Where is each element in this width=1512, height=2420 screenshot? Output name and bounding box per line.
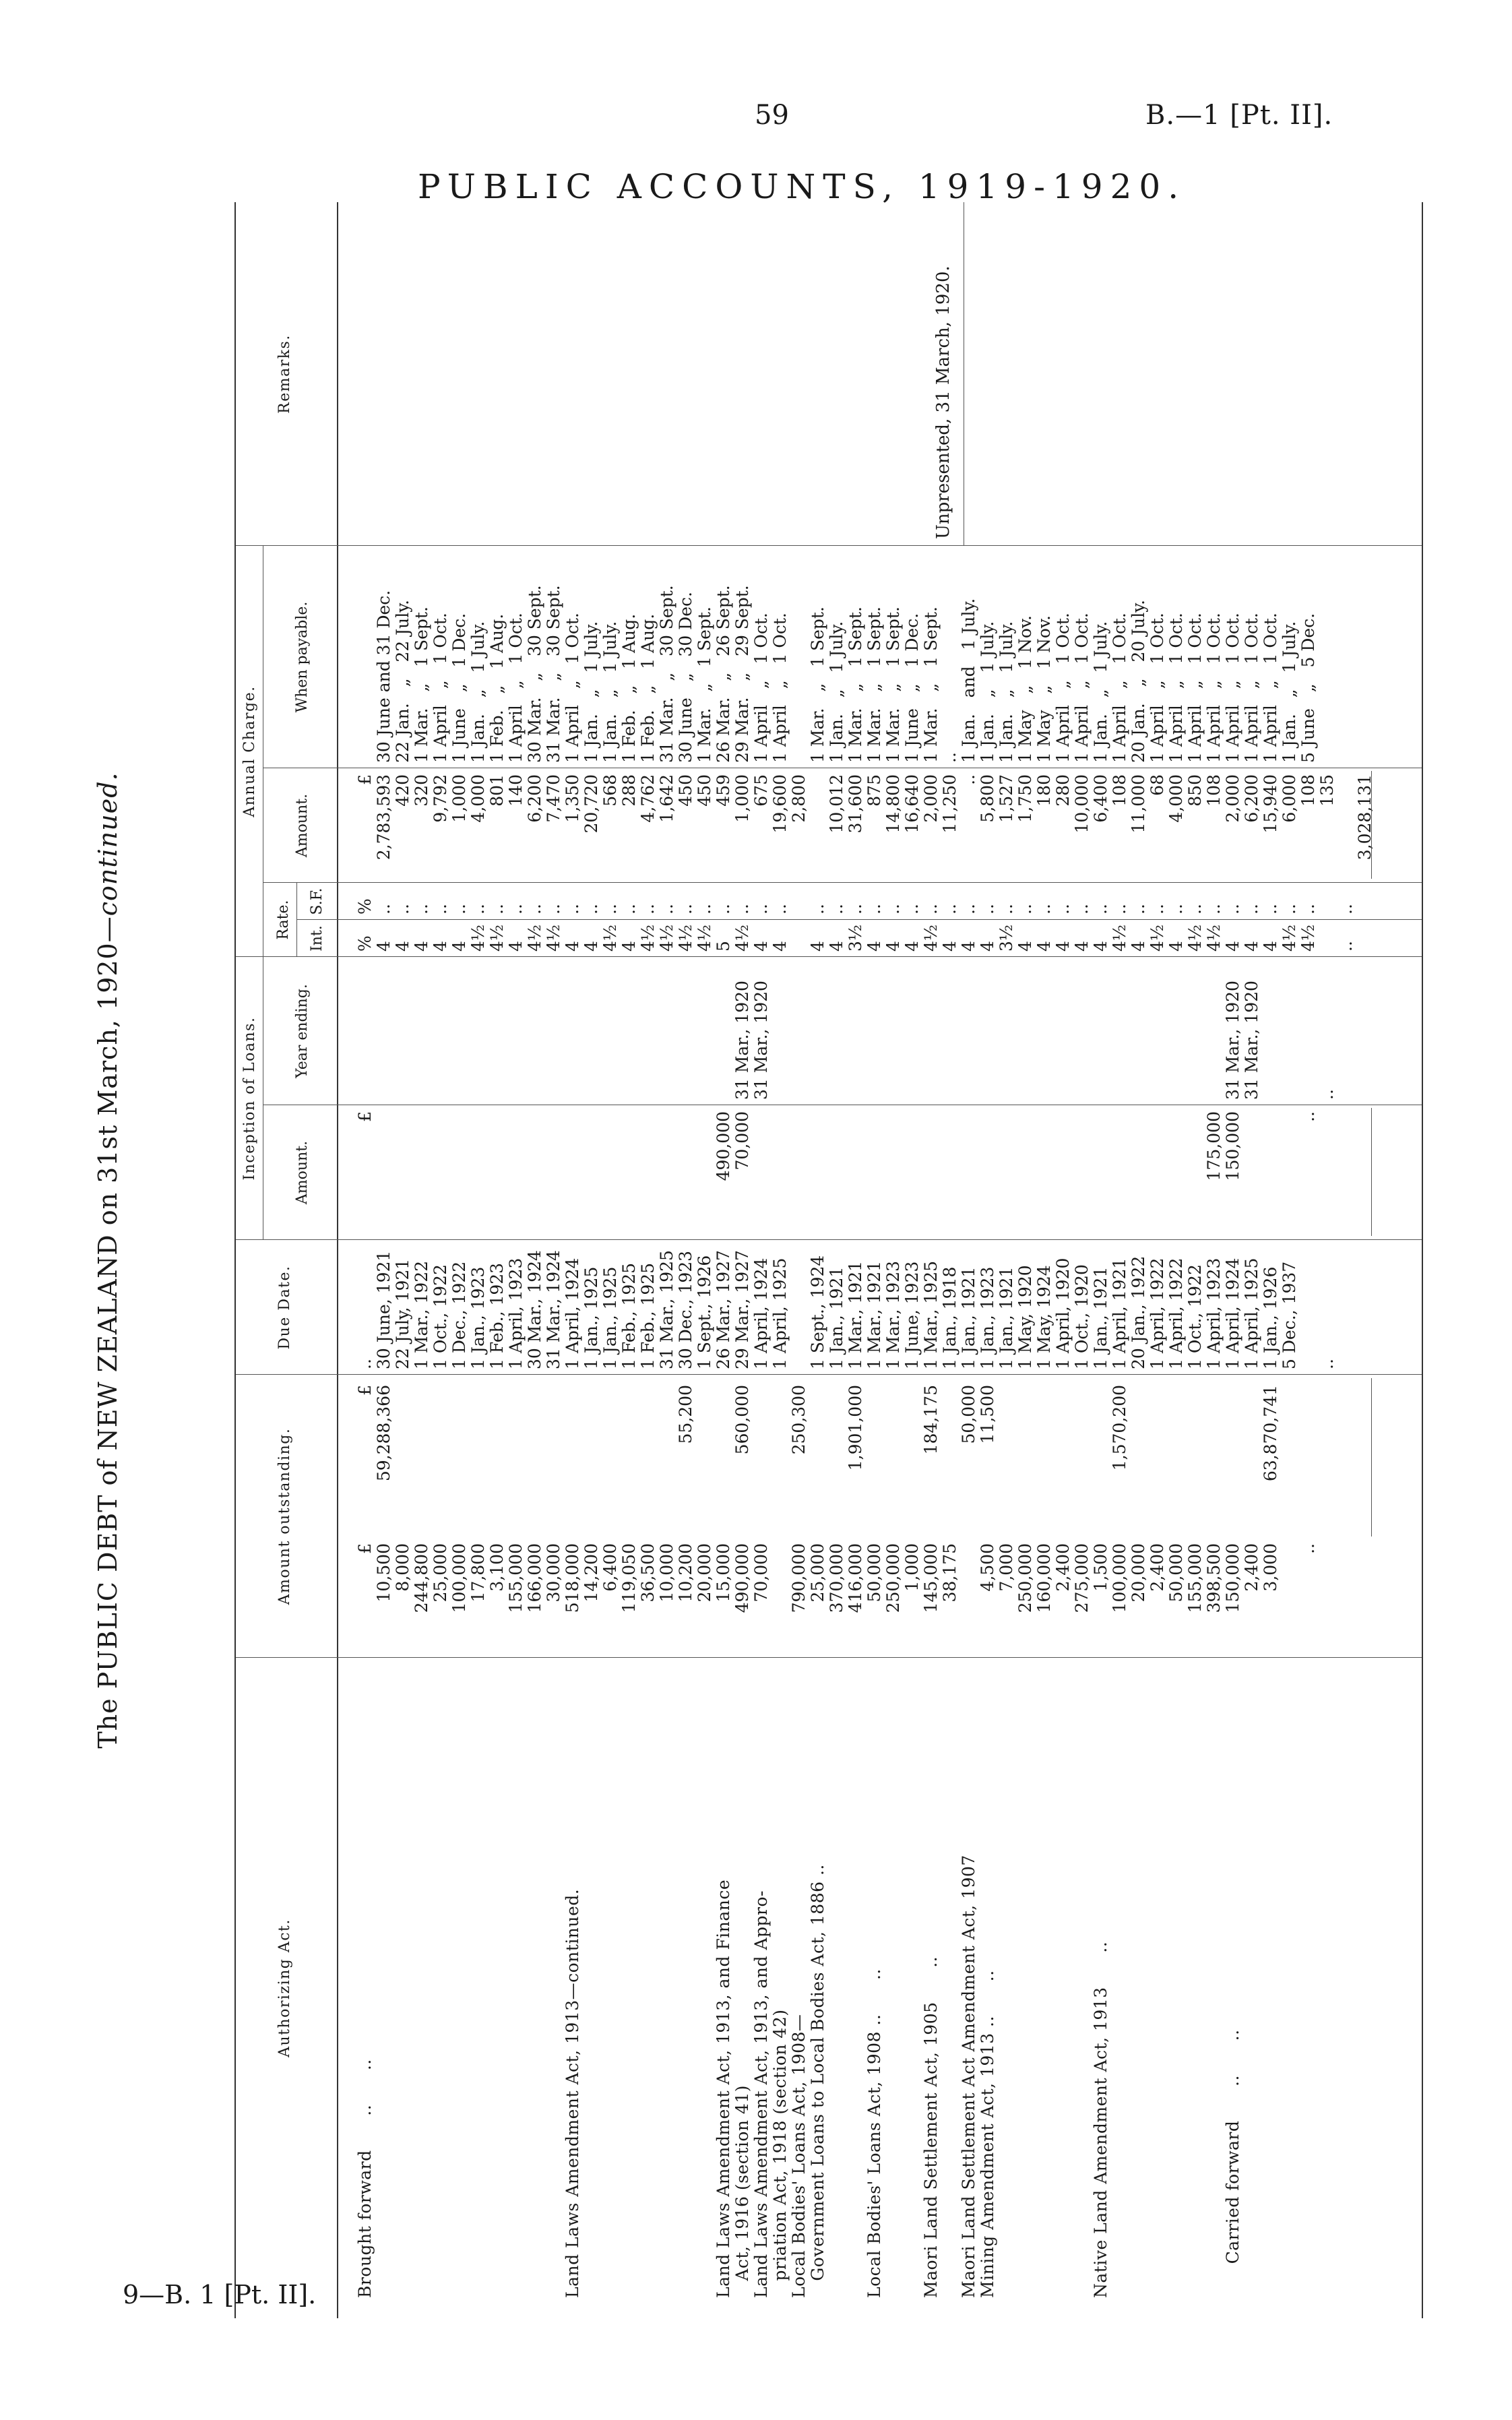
col-amount-outstanding: Amount outstanding. bbox=[276, 1427, 293, 1605]
rate-sf-column: % .. .. .. .. .. .. .. .. .. .. .. .. .. .. .. .. .. .. .. .. .. .. .. .. .. .. .. .. .. .. .. .. .. .. .. .. .. .. .. .. .. .. .. .. .. .. .. .. .. .. bbox=[355, 898, 1356, 914]
page-number: 59 bbox=[755, 100, 789, 131]
when-payable-column: 30 June and 31 Dec. 22 Jan. „ 22 July. 1 Mar. „ 1 Sept. 1 April „ 1 Oct. 1 June „ 1 Dec. 1 Jan. „ 1 July. 1 Feb. „ 1 Aug. 1 April „ 1 Oct. 30 Mar. „ 30 Sept. 31 Mar. „ 30 Sept. 1 April „ 1 Oct. 1 Jan. „ 1 July. 1 Jan. „ 1 July. 1 Feb. „ 1 Aug. 1 Feb. „ 1 Aug. 31 Mar. „ 30 Sept. 30 June „ 30 Dec. 1 Mar. „ 1 Sept. 26 Mar. „ 26 Sept. 29 Mar. „ 29 Sept. 1 April „ 1 Oct. 1 April „ 1 Oct. 1 Mar. „ 1 Sept. 1 Jan. „ 1 July. 1 Mar. „ 1 Sept. 1 Mar. „ 1 Sept. 1 Mar. „ 1 Sept. 1 June „ 1 Dec. 1 Mar. „ 1 Sept. .. 1 Jan. and 1 July. 1 Jan. „ 1 July. 1 Jan. „ 1 July. 1 May „ 1 Nov. 1 May „ 1 Nov. 1 April „ 1 Oct. 1 April „ 1 Oct. 1 Jan. „ 1 July. 1 April „ 1 Oct. 20 Jan. „ 20 July. 1 April „ 1 Oct. 1 April „ 1 Oct. 1 April „ 1 Oct. 1 April „ 1 Oct. 1 April „ 1 Oct. 1 April „ 1 Oct. 1 April „ 1 Oct. 1 Jan. „ 1 July. 5 June „ 5 Dec. bbox=[374, 585, 1318, 763]
charge-amount-column: £ 2,783,593 420 320 9,792 1,000 4,000 801 140 6,200 7,470 1,350 20,720 568 288 4,762 1,642 450 450 459 1,000 675 19,600 2,800 10,012 31,600 875 14,800 16,640 2,000 11,250 .. 5,800 1,527 1,750 180 280 10,000 6,400 108 11,000 68 4,000 850 108 2,000 6,200 15,940 6,000 108 135 3,028,131 bbox=[355, 774, 1375, 861]
col-when-payable: When payable. bbox=[294, 601, 311, 713]
authorizing-act-column: Brought forward .. .. Land Laws Amendment Act, 1913—continued. Land Laws Amendment Act, 1913, and Finance Act, 1916 (section 41) Land Laws Amendment Act, 1913, and Appro- priation Act, 1918 (section 42) Local Bodies' Loans Act, 1908— Government Loans to Local Bodies Act, 1886 .. Local Bodies' Loans Act, 1908 .. .. Maori Land Settlement Act, 1905 .. Maori Land Settlement Act Amendment Act, 1907 Mining Amendment Act, 1913 .. .. Native Land Amendment Act, 1913 .. Carried forward .. .. bbox=[355, 1855, 1242, 2298]
total-rule bbox=[1371, 771, 1372, 879]
col-inception-of-loans: Inception of Loans. bbox=[241, 1016, 258, 1181]
table-title bbox=[93, 202, 123, 2318]
col-authorizing-act: Authorizing Act. bbox=[276, 1919, 293, 2057]
due-date-column: .. 30 June, 1921 22 July, 1921 1 Mar., 1922 1 Oct., 1922 1 Dec., 1922 1 Jan., 1923 1 Feb., 1923 1 April, 1923 30 Mar., 1924 31 Mar., 1924 1 April, 1924 1 Jan., 1925 1 Jan., 1925 1 Feb., 1925 1 Feb., 1925 31 Mar., 1925 30 Dec., 1923 1 Sept., 1926 26 Mar., 1927 29 Mar., 1927 1 April, 1924 1 April, 1925 1 Sept., 1924 1 Jan., 1921 1 Mar., 1921 1 Mar., 1921 1 Mar., 1923 1 June, 1923 1 Mar., 1925 1 Jan., 1918 1 Jan., 1921 1 Jan., 1923 1 Jan., 1921 1 May, 1920 1 May, 1924 1 April, 1920 1 Oct., 1920 1 Jan., 1921 1 April, 1921 20 Jan., 1922 1 April, 1922 1 April, 1922 1 Oct., 1922 1 April, 1923 1 April, 1924 1 April, 1925 1 Jan., 1926 5 Dec., 1937 .. bbox=[355, 1250, 1337, 1369]
remarks-note: Unpresented, 31 March, 1920. bbox=[933, 266, 953, 539]
col-rate-int: Int. bbox=[309, 925, 325, 952]
rate-int-column: % 4 4 4 4 4 4½ 4½ 4 4½ 4½ 4 4 4½ 4 4½ 4½ 4½ 4½ 5 4½ 4 4 4 4 3½ 4 4 4 4½ 4 4 4 3½ 4 4 4 4 4 4½ 4 4½ 4 4½ 4½ 4 4 4 4½ 4½ .. bbox=[355, 924, 1356, 952]
header-rule bbox=[296, 883, 297, 957]
total-rule bbox=[1371, 1108, 1372, 1236]
rotated-table-block bbox=[86, 202, 1434, 2318]
col-remarks: Remarks. bbox=[276, 334, 293, 414]
col-charge-amount: Amount. bbox=[294, 793, 311, 858]
table-title-suffix: continued. bbox=[93, 772, 123, 917]
table-title-main: The PUBLIC DEBT of NEW ZEALAND on 31st March, 1920— bbox=[93, 916, 123, 1749]
col-rate: Rate. bbox=[275, 900, 292, 940]
col-rate-sf: S.F. bbox=[309, 888, 325, 915]
inception-amount-column: £ 490,000 70,000 175,000 150,000 .. bbox=[355, 1111, 1318, 1181]
amount-outstanding-column: £ 10,500 8,000 244,800 25,000 100,000 17,800 3,100 155,000 166,000 30,000 518,000 14,200 6,400 119,050 36,500 10,000 10,200 20,000 15,000 490,000 70,000 790,000 25,000 370,000 416,000 50,000 250,000 1,000 145,000 38,175 4,500 7,000 250,000 160,000 2,400 275,000 1,500 100,000 20,000 2,400 50,000 155,000 398,500 150,000 2,400 3,000 .. bbox=[355, 1543, 1318, 1613]
table-header bbox=[236, 202, 338, 2318]
table-body bbox=[337, 202, 1422, 2318]
col-inception-year: Year ending. bbox=[294, 984, 311, 1078]
document-reference: B.—1 [Pt. II]. bbox=[1145, 100, 1333, 131]
inception-year-column: 31 Mar., 1920 31 Mar., 1920 31 Mar., 1920 31 Mar., 1920 .. bbox=[732, 981, 1337, 1100]
col-inception-amount: Amount. bbox=[294, 1140, 311, 1205]
subtotal-column: £ 59,288,366 55,200 560,000 250,300 1,901,000 184,175 50,000 11,500 1,570,200 63,870,741 bbox=[355, 1385, 1280, 1482]
col-due-date: Due Date. bbox=[276, 1265, 293, 1350]
footer-signature: 9—B. 1 [Pt. II]. bbox=[123, 2280, 317, 2309]
public-debt-table bbox=[234, 202, 1423, 2318]
col-annual-charge: Annual Charge. bbox=[241, 685, 258, 817]
total-rule bbox=[1371, 1378, 1372, 1537]
page-title: PUBLIC ACCOUNTS, 1919-1920. bbox=[418, 167, 1187, 206]
